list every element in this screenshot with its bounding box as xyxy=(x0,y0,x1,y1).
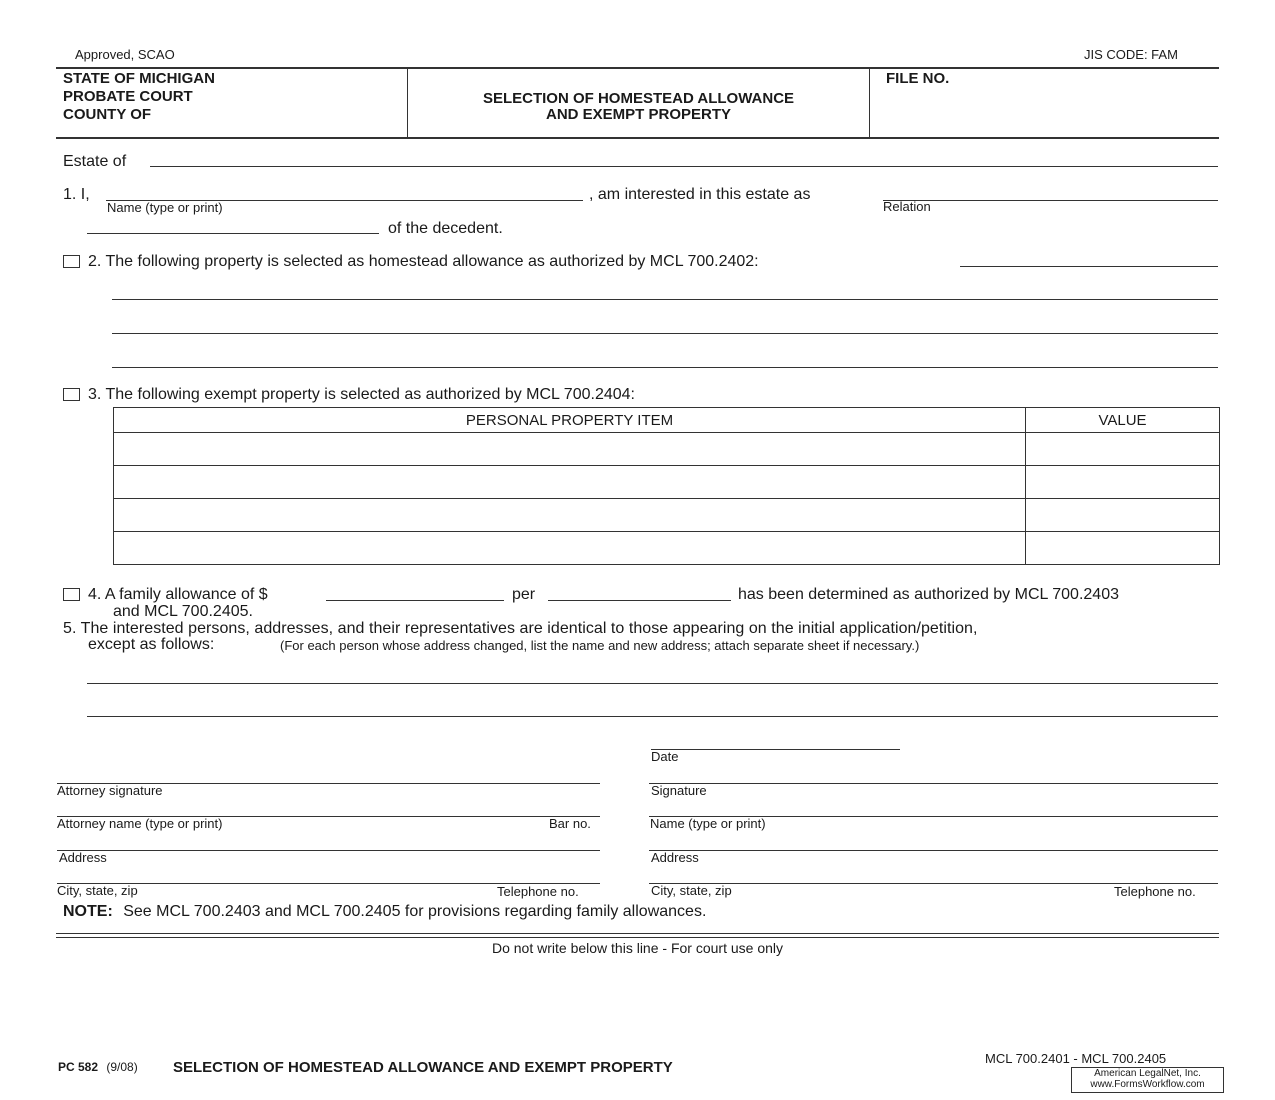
item4-prefix: 4. A family allowance of $ xyxy=(88,586,268,603)
item4-checkbox[interactable] xyxy=(63,588,80,601)
form-title-block xyxy=(408,91,869,123)
telephone-caption-left: Telephone no. xyxy=(497,884,579,899)
personal-property-table xyxy=(113,407,1220,565)
item1-name-caption: Name (type or print) xyxy=(107,200,223,215)
footer-title: SELECTION OF HOMESTEAD ALLOWANCE AND EXEMPT PROPERTY xyxy=(173,1059,673,1076)
form-title-line-1: SELECTION OF HOMESTEAD ALLOWANCE xyxy=(482,90,795,107)
table-row xyxy=(114,499,1220,532)
estate-label: Estate of xyxy=(63,153,127,170)
note-block xyxy=(63,903,706,921)
telephone-caption-right: Telephone no. xyxy=(1114,884,1196,899)
footer-mcl: MCL 700.2401 - MCL 700.2405 xyxy=(985,1051,1167,1066)
item2-field-line-3[interactable] xyxy=(112,333,1218,334)
table-row xyxy=(114,466,1220,499)
approved-label: Approved, SCAO xyxy=(75,47,175,62)
court-use-rule-2 xyxy=(56,937,1219,938)
signature-caption: Signature xyxy=(651,783,707,798)
item1-relation-field[interactable] xyxy=(883,200,1218,201)
address-field-right[interactable] xyxy=(649,850,1218,851)
file-no-label: FILE NO. xyxy=(886,70,950,87)
item5-field-line-2[interactable] xyxy=(87,716,1218,717)
name-caption: Name (type or print) xyxy=(650,816,766,831)
footer-form-no: PC 582 xyxy=(58,1060,99,1074)
date-caption: Date xyxy=(651,749,679,764)
table-row xyxy=(114,532,1220,565)
attorney-name-caption: Attorney name (type or print) xyxy=(57,816,223,831)
item4-per: per xyxy=(512,586,536,603)
item4-suffix: has been determined as authorized by MCL 700.2403 xyxy=(738,586,1119,603)
note-label: NOTE: xyxy=(63,903,113,920)
bar-no-caption: Bar no. xyxy=(549,816,591,831)
value-cell[interactable] xyxy=(1026,532,1220,565)
court-use-label: Do not write below this line - For court use only xyxy=(491,940,783,956)
item-cell[interactable] xyxy=(114,499,1026,532)
signature-field[interactable] xyxy=(649,783,1218,784)
item2-field-line-4[interactable] xyxy=(112,367,1218,368)
form-title-line-2: AND EXEMPT PROPERTY xyxy=(545,106,732,123)
item5-line1: 5. The interested persons, addresses, and their representatives are identical to those appearing on the initial application/petition, xyxy=(63,620,978,637)
footer-rev: (9/08) xyxy=(106,1060,138,1074)
item1-relation-caption: Relation xyxy=(883,199,931,214)
estate-field[interactable] xyxy=(150,166,1218,167)
col-header-item: PERSONAL PROPERTY ITEM xyxy=(114,408,1026,433)
item-cell[interactable] xyxy=(114,532,1026,565)
item4-amount-field[interactable] xyxy=(326,600,504,601)
file-no-field[interactable] xyxy=(880,92,1215,132)
item1-middle-text: , am interested in this estate as xyxy=(589,186,811,203)
item2-checkbox[interactable] xyxy=(63,255,80,268)
address-caption-right: Address xyxy=(651,850,699,865)
col-header-value: VALUE xyxy=(1026,408,1220,433)
item2-field-line-2[interactable] xyxy=(112,299,1218,300)
footer-form-id xyxy=(58,1060,138,1074)
item5-note: (For each person whose address changed, list the name and new address; attach separate sheet if necessary.) xyxy=(280,638,920,653)
jis-code-label: JIS CODE: FAM xyxy=(1084,47,1178,62)
item-cell[interactable] xyxy=(114,433,1026,466)
publisher-name: American LegalNet, Inc. xyxy=(1094,1068,1201,1079)
court-state: STATE OF MICHIGAN xyxy=(63,70,215,87)
court-type: PROBATE COURT xyxy=(63,88,193,105)
item5-line2: except as follows: xyxy=(88,636,215,653)
address-field-left[interactable] xyxy=(57,850,600,851)
header-divider-2 xyxy=(869,68,870,138)
item2-field-line-1[interactable] xyxy=(960,266,1218,267)
city-caption-left: City, state, zip xyxy=(57,883,138,898)
item3-checkbox[interactable] xyxy=(63,388,80,401)
date-field[interactable] xyxy=(651,749,900,750)
value-cell[interactable] xyxy=(1026,466,1220,499)
item-cell[interactable] xyxy=(114,466,1026,499)
header-top-rule xyxy=(56,67,1219,69)
court-name-block xyxy=(63,70,215,124)
item1-relation-continued-field[interactable] xyxy=(87,233,379,234)
item5-field-line-1[interactable] xyxy=(87,683,1218,684)
note-text: See MCL 700.2403 and MCL 700.2405 for provisions regarding family allowances. xyxy=(123,903,707,920)
publisher-url: www.FormsWorkflow.com xyxy=(1090,1079,1205,1090)
value-cell[interactable] xyxy=(1026,433,1220,466)
court-county: COUNTY OF xyxy=(63,106,152,123)
table-header-row xyxy=(114,408,1220,433)
item3-text: 3. The following exempt property is selected as authorized by MCL 700.2404: xyxy=(88,386,635,403)
court-use-rule-1 xyxy=(56,933,1219,934)
item4-period-field[interactable] xyxy=(548,600,731,601)
item2-text: 2. The following property is selected as homestead allowance as authorized by MCL 700.2402: xyxy=(88,253,759,270)
attorney-signature-caption: Attorney signature xyxy=(57,783,163,798)
item1-prefix: 1. I, xyxy=(63,186,90,203)
address-caption-left: Address xyxy=(59,850,107,865)
item4-line2: and MCL 700.2405. xyxy=(113,603,253,620)
table-row xyxy=(114,433,1220,466)
publisher-logo xyxy=(1071,1067,1224,1093)
value-cell[interactable] xyxy=(1026,499,1220,532)
item1-suffix: of the decedent. xyxy=(388,220,503,237)
city-caption-right: City, state, zip xyxy=(651,883,732,898)
header-bottom-rule xyxy=(56,137,1219,139)
